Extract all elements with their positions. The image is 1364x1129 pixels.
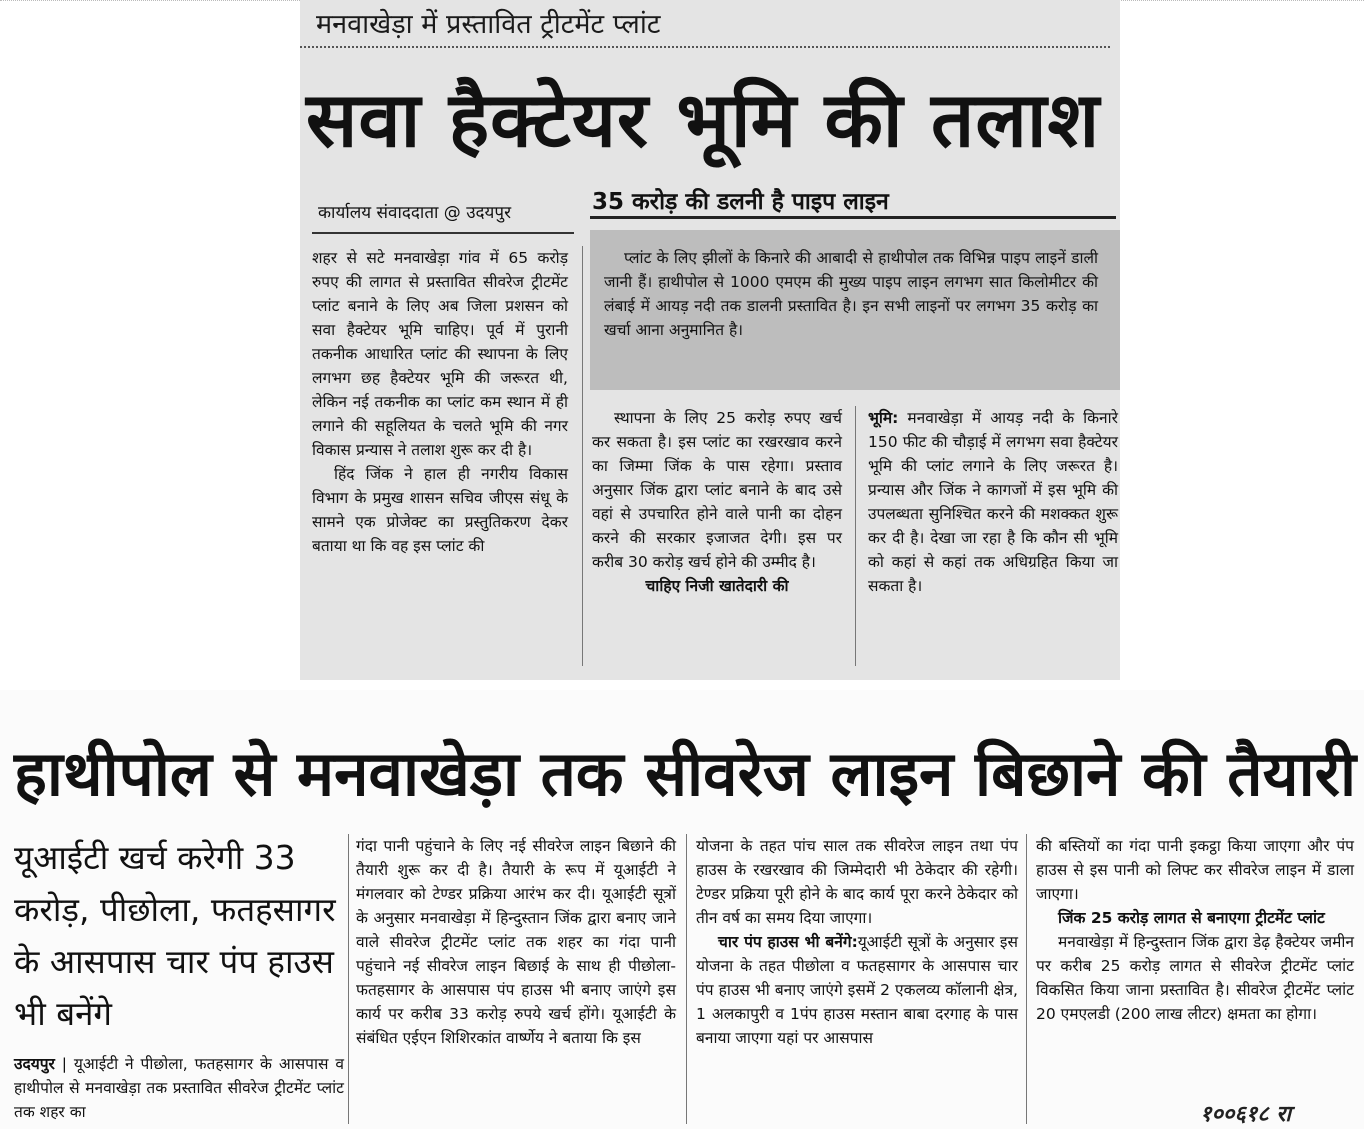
paragraph: हिंद जिंक ने हाल ही नगरीय विकास विभाग के प्रमुख शासन सचिव जीएस संधू के सामने एक प्रोजेक्ट का प्रस्तुतिकरण देकर बताया था कि वह इस प्लांट की	[312, 465, 568, 555]
column-divider	[855, 406, 856, 666]
paragraph: की बस्तियों का गंदा पानी इकट्ठा किया जाएगा और पंप हाउस से इस पानी को लिफ्ट कर सीवरेज लाइन में डाला जाएगा।	[1036, 837, 1354, 903]
article-column-1	[14, 1052, 344, 1124]
article-column-3	[868, 406, 1118, 598]
paragraph	[868, 406, 1118, 598]
news-clipping-1	[300, 0, 1120, 680]
paragraph: शहर से सटे मनवाखेड़ा गांव में 65 करोड़ रुपए की लागत से प्रस्तावित सीवरेज ट्रीटमेंट प्लांट बनाने के लिए अब जिला प्रशसन को सवा हैक्टेयर भूमि चाहिए। पूर्व में पुरानी तकनीक आधारित प्लांट की स्थापना के लिए लगभग छह हैक्टेयर भूमि की जरूरत थी, लेकिन नई तकनीक का प्लांट कम स्थान में ही लगाने की सहूलियत के चलते भूमि की नगर विकास प्रन्यास ने तलाश शुरू कर दी है।	[312, 249, 568, 459]
column-subheading: चाहिए निजी खातेदारी की	[645, 577, 789, 595]
kicker-heading: मनवाखेड़ा में प्रस्तावित ट्रीटमेंट प्लांट	[316, 9, 661, 40]
dateline: उदयपुर	[14, 1055, 55, 1073]
paragraph-text: यूआईटी सूत्रों के अनुसार इस योजना के तहत पीछोला व फतहसागर के आसपास चार पंप हाउस भी बनाए जाएंगे इसमें 2 एकलव्य कॉलानी क्षेत्र, 1 अलकापुरी व 1पंप हाउस मस्तान बाबा दरगाह के पास बनाया जाएगा यहां पर आसपास	[696, 933, 1018, 1047]
column-divider	[686, 834, 687, 1124]
main-headline: सवा हैक्टेयर भूमि की तलाश	[306, 75, 1101, 164]
paragraph-text: | यूआईटी ने पीछोला, फतहसागर के आसपास व हाथीपोल से मनवाखेड़ा तक प्रस्तावित सीवरेज ट्रीटमेंट प्लांट तक शहर का	[14, 1055, 344, 1121]
inline-label: भूमि:	[868, 409, 899, 427]
paragraph: योजना के तहत पांच साल तक सीवरेज लाइन तथा पंप हाउस के रखरखाव की जिम्मेदारी भी ठेकेदार की रहेगी। टेण्डर प्रक्रिया पूरी होने के बाद कार्य पूरा करने ठेकेदार को तीन वर्ष का समय दिया जाएगा।	[696, 837, 1018, 927]
article-column-2	[592, 406, 842, 598]
main-headline: हाथीपोल से मनवाखेड़ा तक सीवरेज लाइन बिछाने की तैयारी	[14, 737, 1357, 810]
news-clipping-2	[0, 690, 1364, 1129]
shaded-box-text: प्लांट के लिए झीलों के किनारे की आबादी से हाथीपोल तक विभिन्न पाइप लाइनें डाली जानी हैं। हाथीपोल से 1000 एमएम की मुख्य पाइप लाइन लगभग सात किलोमीटर की लंबाई में आयड़ नदी तक डालनी प्रस्तावित है। इन सभी लाइनों पर लगभग 35 करोड़ का खर्चा आना अनुमानित है।	[604, 249, 1098, 339]
paragraph	[696, 930, 1018, 1050]
box-subheading: 35 करोड़ की डलनी है पाइप लाइन	[592, 189, 889, 215]
column-divider	[1026, 834, 1027, 1124]
subheading-rule	[590, 216, 1116, 219]
paragraph: स्थापना के लिए 25 करोड़ रुपए खर्च कर सकता है। इस प्लांट का रखरखाव करने का जिम्मा जिंक के पास रहेगा। प्रस्ताव अनुसार जिंक द्वारा प्लांट बनाने के बाद उसे वहां से उपचारित होने वाले पानी का दोहन करने की सरकार इजाजत देगी। इस पर करीब 30 करोड़ खर्च होने की उम्मीद है।	[592, 409, 842, 571]
paragraph: मनवाखेड़ा में हिन्दुस्तान जिंक द्वारा डेढ़ हैक्टेयर जमीन पर करीब 25 करोड़ लागत से सीवरेज ट्रीटमेंट प्लांट विकसित किया जाना प्रस्तावित है। सीवरेज ट्रीटमेंट प्लांट 20 एमएलडी (200 लाख लीटर) क्षमता का होगा।	[1036, 933, 1354, 1023]
byline-rule	[312, 232, 574, 234]
article-column-2	[356, 834, 676, 1050]
paragraph: गंदा पानी पहुंचाने के लिए नई सीवरेज लाइन बिछाने की तैयारी शुरू कर दी है। तैयारी के रूप में यूआईटी ने मंगलवार को टेण्डर प्रक्रिया आरंभ कर दी। यूआईटी सूत्रों के अनुसार मनवाखेड़ा में हिन्दुस्तान जिंक द्वारा बनाए जाने वाले सीवरेज ट्रीटमेंट प्लांट तक शहर का गंदा पानी पहुंचाने नई सीवरेज लाइन बिछाई के साथ ही पीछोला-फतहसागर के आसपास पंप हाउस भी बनाए जाएंगे इस कार्य पर करीब 33 करोड़ रुपये खर्च होंगे। यूआईटी के संबंधित एईएन शिशिरकांत वार्ष्णेय ने बताया कि इस	[356, 837, 676, 1047]
handwritten-note: १००६१८ रा	[1200, 1102, 1291, 1127]
column-subheading: चार पंप हाउस भी बनेंगे:	[718, 933, 858, 951]
article-column-3	[696, 834, 1018, 1050]
paragraph-text: मनवाखेड़ा में आयड़ नदी के किनारे 150 फीट की चौड़ाई में लगभग सवा हैक्टेयर भूमि की प्लांट लगाने के लिए जरूरत है। प्रन्यास और जिंक ने कागजों में इस भूमि की उपलब्धता सुनिश्चित करने की मशक्कत शुरू कर दी है। देखा जा रहा है कि कौन सी भूमि को कहां से कहां तक अधिग्रहित किया जा सकता है।	[868, 409, 1118, 595]
dotted-rule	[300, 46, 1110, 48]
paragraph	[14, 1052, 344, 1124]
article-column-4	[1036, 834, 1354, 1026]
byline: कार्यालय संवाददाता @ उदयपुर	[318, 203, 512, 223]
column-divider	[348, 834, 349, 1124]
article-column-1	[312, 246, 568, 558]
column-subheading: जिंक 25 करोड़ लागत से बनाएगा ट्रीटमेंट प्लांट	[1058, 909, 1325, 927]
column-divider	[582, 246, 583, 666]
deck-heading: यूआईटी खर्च करेगी 33 करोड़, पीछोला, फतहसागर के आसपास चार पंप हाउस भी बनेंगे	[14, 838, 336, 1033]
